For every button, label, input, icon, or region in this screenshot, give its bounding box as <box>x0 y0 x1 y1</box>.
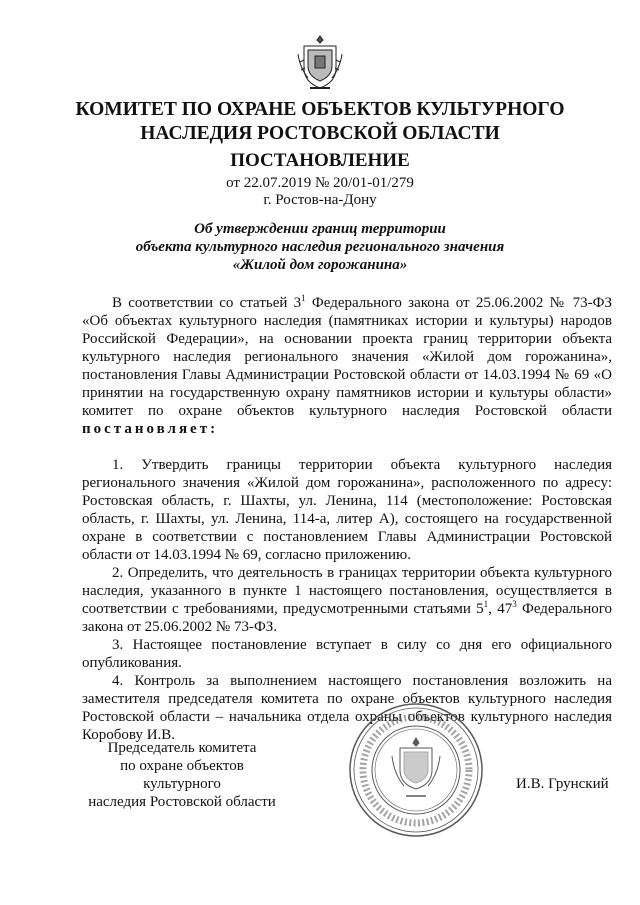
item-2-superscript-2: 3 <box>512 599 517 609</box>
item-2-text-a: 2. Определить, что деятельность в границах территории объекта культурного наследия, указанного в пункте 1 настоящего постановления, осуществляется в соответствии с требованиями, предусмотренными статьями 5 <box>82 565 612 617</box>
intro-text-a: В соответствии со статьей 3 <box>112 295 302 311</box>
intro-text-b: Федерального закона от 25.06.2002 № 73-ФЗ «Об объектах культурного наследия (памятниках истории и культуры) народов Российской Федерации», на основании проекта границ территории объекта культурного наследия регионального значения «Жилой дом горожанина», постановления Главы Администрации Ростовской области от 14.03.1994 № 69 «О принятии на государственную охрану памятников истории и культуры области» комитет по охране объектов культурного наследия Ростовской области <box>82 295 612 419</box>
subject-line-3: «Жилой дом горожанина» <box>232 257 408 273</box>
organization-name <box>0 98 640 146</box>
organization-name-line-2: НАСЛЕДИЯ РОСТОВСКОЙ ОБЛАСТИ <box>140 123 500 144</box>
subject-line-1: Об утверждении границ территории <box>194 221 446 237</box>
organization-name-line-1: КОМИТЕТ ПО ОХРАНЕ ОБЪЕКТОВ КУЛЬТУРНОГО <box>75 99 565 120</box>
item-3: 3. Настоящее постановление вступает в силу со дня его официального опубликования. <box>82 637 612 671</box>
intro-superscript: 1 <box>301 293 306 303</box>
document-body <box>82 294 612 744</box>
item-4: 4. Контроль за выполнением настоящего постановления возложить на заместителя председателя комитета по охране объектов культурного наследия Ростовской области – начальника отдела охраны объектов культурного наследия Коробову И.В. <box>82 673 612 743</box>
document-number: от 22.07.2019 № 20/01-01/279 <box>226 175 414 191</box>
document-city: г. Ростов-на-Дону <box>263 192 377 208</box>
subject-line-2: объекта культурного наследия регионального значения <box>135 239 505 255</box>
document-type: ПОСТАНОВЛЕНИЕ <box>230 150 410 171</box>
item-2 <box>82 564 612 636</box>
signatory-name: И.В. Грунский <box>516 776 609 792</box>
item-2-text-b: , 47 <box>488 601 513 617</box>
coat-of-arms-icon <box>296 32 344 94</box>
position-line-2: по охране объектов культурного <box>120 758 244 792</box>
position-line-3: наследия Ростовской области <box>88 794 276 810</box>
signatory-position <box>82 739 282 811</box>
intro-paragraph <box>82 294 612 438</box>
item-1: 1. Утвердить границы территории объекта культурного наследия регионального значения «Жилой дом горожанина», расположенного по адресу: Ростовская область, г. Шахты, ул. Ленина, 114 (местоположение: Ростовская область, г. Шахты, ул. Ленина, 114-а, литер А), состоящего на государственной охране в соответствии с постановлением Главы Администрации Ростовской области от 14.03.1994 № 69, согласно приложению. <box>82 457 612 563</box>
decree-word: постановляет: <box>82 421 219 437</box>
position-line-1: Председатель комитета <box>107 740 257 756</box>
official-seal-icon <box>346 700 486 840</box>
document-subject <box>0 220 640 274</box>
item-2-superscript-1: 1 <box>483 599 489 609</box>
item-2-text-c: Федерального закона от 25.06.2002 № 73-ФЗ. <box>82 601 612 635</box>
